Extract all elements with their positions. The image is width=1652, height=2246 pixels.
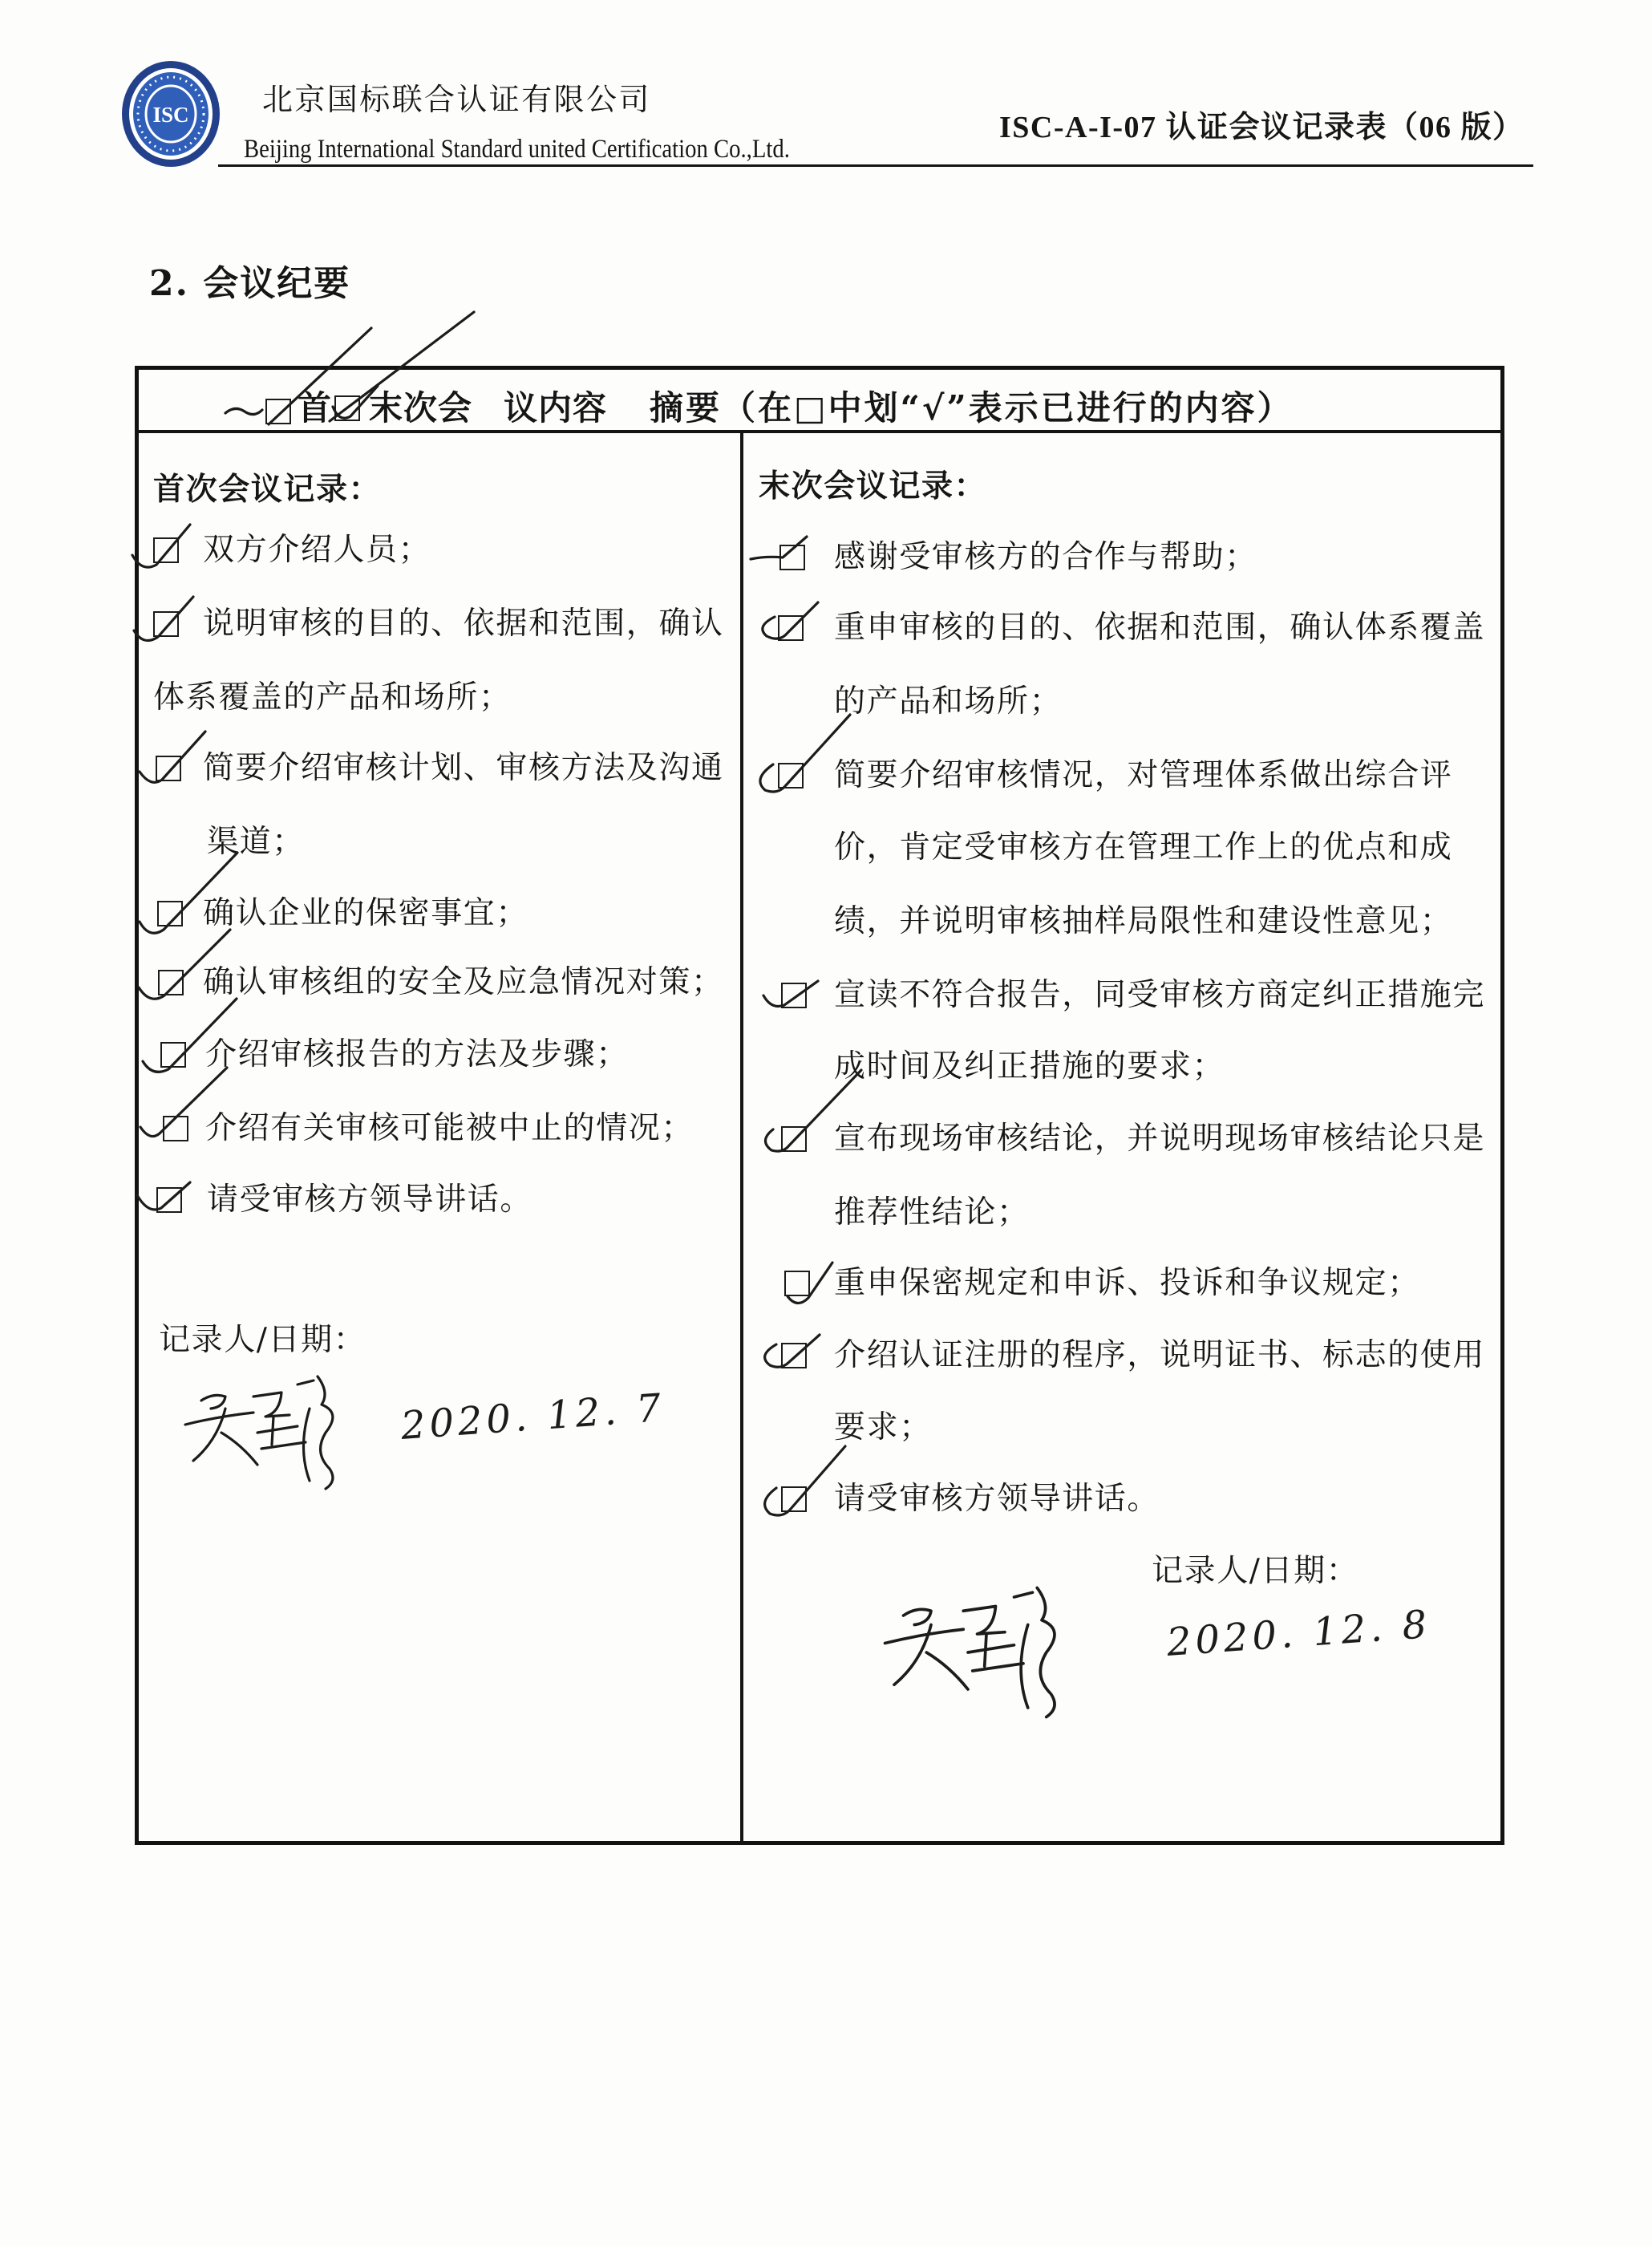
last-meeting-label: 末次会 xyxy=(369,388,473,428)
list-item: 双方介绍人员； xyxy=(203,532,431,568)
list-item: 宣布现场审核结论，并说明现场审核结论只是 xyxy=(834,1121,1486,1157)
logo-text: ISC xyxy=(152,103,189,127)
list-item-continuation: 要求； xyxy=(834,1409,932,1445)
checkbox[interactable] xyxy=(778,763,804,789)
content-label: 议内容 xyxy=(504,388,608,428)
company-name-en: Beijing International Standard united Certification Co.,Ltd. xyxy=(244,135,790,164)
list-item: 确认企业的保密事宜； xyxy=(203,895,529,931)
list-item-continuation: 绩，并说明审核抽样局限性和建设性意见； xyxy=(834,903,1453,939)
summary-label: 摘要（在□中划“√”表示已进行的内容） xyxy=(650,388,1294,428)
list-item-continuation: 成时间及纠正措施的要求； xyxy=(834,1048,1225,1084)
first-meeting-label: 首 xyxy=(298,388,333,428)
checkbox[interactable] xyxy=(781,1486,807,1512)
letterhead-rule xyxy=(218,164,1533,167)
checkbox[interactable] xyxy=(156,756,181,781)
company-name-cn: 北京国标联合认证有限公司 xyxy=(262,82,651,117)
list-item: 请受审核方领导讲话。 xyxy=(834,1481,1160,1517)
list-item: 说明审核的目的、依据和范围，确认 xyxy=(203,606,724,642)
last-meeting-title: 末次会议记录： xyxy=(759,468,987,505)
list-item: 重申保密规定和申诉、投诉和争议规定； xyxy=(834,1265,1420,1301)
list-item: 确认审核组的安全及应急情况对策； xyxy=(203,964,724,1000)
list-item: 简要介绍审核计划、审核方法及沟通 xyxy=(203,750,724,786)
list-item-continuation: 渠道； xyxy=(207,824,305,860)
first-meeting-title: 首次会议记录： xyxy=(153,471,382,508)
list-item: 介绍认证注册的程序，说明证书、标志的使用 xyxy=(834,1337,1486,1373)
list-item: 重申审核的目的、依据和范围，确认体系覆盖 xyxy=(834,610,1486,646)
checkbox[interactable] xyxy=(781,983,807,1008)
checkbox[interactable] xyxy=(153,611,179,637)
last-meeting-checkbox[interactable] xyxy=(334,395,360,421)
list-item-continuation: 的产品和场所； xyxy=(834,683,1063,720)
section-title: 2. 会议纪要 xyxy=(149,263,351,304)
checkbox[interactable] xyxy=(778,615,804,641)
recorder-date-label: 记录人/日期： xyxy=(1152,1553,1359,1589)
list-item: 简要介绍审核情况，对管理体系做出综合评 xyxy=(834,757,1453,793)
list-item: 感谢受审核方的合作与帮助； xyxy=(834,539,1257,575)
handwritten-date: 2020. 12. 8 xyxy=(1165,1602,1432,1665)
list-item: 介绍有关审核可能被中止的情况； xyxy=(205,1110,694,1146)
list-item-continuation: 体系覆盖的产品和场所； xyxy=(153,679,512,716)
checkbox[interactable] xyxy=(781,1343,807,1368)
handwritten-date: 2020. 12. 7 xyxy=(399,1385,666,1449)
list-item-continuation: 价，肯定受审核方在管理工作上的优点和成 xyxy=(834,829,1453,866)
company-logo xyxy=(120,59,221,168)
first-meeting-checkbox[interactable] xyxy=(265,399,291,424)
list-item: 介绍审核报告的方法及步骤； xyxy=(205,1036,629,1072)
checkbox[interactable] xyxy=(156,1187,182,1213)
checkbox[interactable] xyxy=(781,1126,807,1152)
list-item: 请受审核方领导讲话。 xyxy=(207,1182,533,1218)
form-code-title: ISC-A-I-07 认证会议记录表（06 版） xyxy=(999,111,1524,144)
list-item-continuation: 推荐性结论； xyxy=(834,1194,1030,1230)
recorder-date-label: 记录人/日期： xyxy=(159,1322,366,1358)
logo-graphic xyxy=(120,59,221,168)
list-item: 宣读不符合报告，同受审核方商定纠正措施完 xyxy=(834,977,1486,1013)
